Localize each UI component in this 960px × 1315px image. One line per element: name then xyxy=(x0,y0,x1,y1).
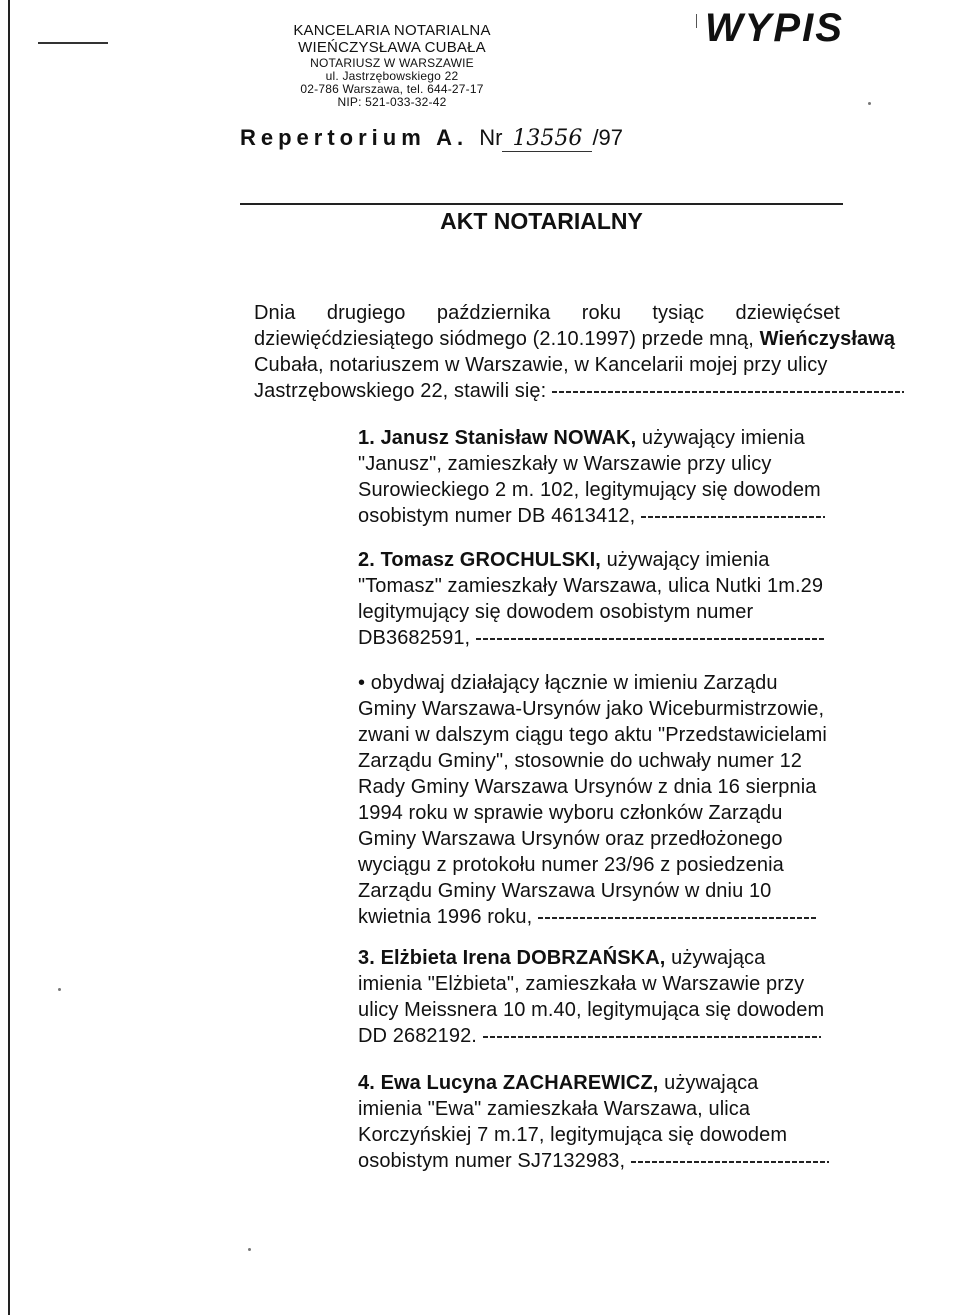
clause-text: • obydwaj działający łącznie w imieniu Zarządu xyxy=(358,672,778,694)
repertorium-number: 13556 xyxy=(502,126,592,152)
party-text: osobistym numer DB 4613412, xyxy=(358,505,636,527)
party-number: 4. xyxy=(358,1072,375,1094)
intro-text: dziewięćdziesiątego siódmego (2.10.1997) przede mną, xyxy=(254,328,760,350)
repertorium-line xyxy=(240,125,623,152)
party-line xyxy=(358,503,840,529)
party-1 xyxy=(358,425,840,529)
party-text: DB3682591, xyxy=(358,627,471,649)
party-text: używająca xyxy=(658,1072,759,1094)
scan-speck xyxy=(868,102,871,105)
intro-paragraph xyxy=(254,300,896,404)
repertorium-label: Repertorium A. xyxy=(240,125,480,150)
clause-text: wyciągu z protokołu numer 23/96 z posiedzenia xyxy=(358,854,784,876)
intro-line-4 xyxy=(254,378,840,404)
office-line: NIP: 521-033-32-42 xyxy=(337,95,447,109)
party-text: Surowieckiego 2 m. 102, legitymujący się dowodem xyxy=(358,479,821,501)
filler-dashes xyxy=(476,638,826,640)
office-line: 02-786 Warszawa, tel. 644-27-17 xyxy=(300,82,484,96)
party-line xyxy=(358,1023,840,1049)
stamp-mark xyxy=(696,14,697,28)
party-line xyxy=(358,1148,840,1174)
party-name: Tomasz GROCHULSKI, xyxy=(380,549,601,571)
scan-speck xyxy=(58,988,61,991)
party-text: używająca xyxy=(665,947,766,969)
party-name: Elżbieta Irena DOBRZAŃSKA, xyxy=(380,947,666,969)
office-line: KANCELARIA NOTARIALNA xyxy=(293,22,491,39)
margin-mark xyxy=(38,42,108,44)
clause-line xyxy=(358,904,840,930)
party-text: DD 2682192. xyxy=(358,1025,477,1047)
copy-stamp: WYPIS xyxy=(705,6,844,50)
clause-text: 1994 roku w sprawie wyboru członków Zarządu xyxy=(358,802,783,824)
clause-text: Zarządu Gminy Warszawa Ursynów w dniu 10 xyxy=(358,880,772,902)
party-name: Ewa Lucyna ZACHAREWICZ, xyxy=(380,1072,659,1094)
filler-dashes xyxy=(631,1161,829,1163)
word: drugiego xyxy=(326,302,406,324)
clause-text: zwani w dalszym ciągu tego aktu "Przedstawicielami xyxy=(358,724,827,746)
party-text: Korczyńskiej 7 m.17, legitymująca się dowodem xyxy=(358,1124,788,1146)
party-number: 3. xyxy=(358,947,375,969)
repertorium-year: /97 xyxy=(592,125,624,150)
party-text: "Janusz", zamieszkały w Warszawie przy ulicy xyxy=(358,453,772,475)
clause-text: Zarządu Gminy", stosownie do uchwały numer 12 xyxy=(358,750,803,772)
document-title: AKT NOTARIALNY xyxy=(440,208,643,234)
party-number: 1. xyxy=(358,427,375,449)
scan-speck xyxy=(248,1248,251,1251)
word: października xyxy=(436,302,551,324)
filler-dashes xyxy=(552,391,904,393)
intro-line-2 xyxy=(254,326,896,352)
party-3 xyxy=(358,945,840,1049)
office-line: WIEŃCZYSŁAWA CUBAŁA xyxy=(298,39,486,56)
party-4 xyxy=(358,1070,840,1174)
notary-name: Wieńczysławą xyxy=(759,328,896,350)
party-line xyxy=(358,425,840,451)
intro-text: Jastrzębowskiego 22, stawili się: xyxy=(254,380,547,402)
office-line: NOTARIUSZ W WARSZAWIE xyxy=(310,56,474,70)
clause-text: kwietnia 1996 roku, xyxy=(358,906,533,928)
party-text: ulicy Meissnera 10 m.40, legitymująca się dowodem xyxy=(358,999,825,1021)
party-text: "Tomasz" zamieszkały Warszawa, ulica Nutki 1m.29 xyxy=(358,575,824,597)
clause-text: Gminy Warszawa Ursynów oraz przedłożonego xyxy=(358,828,783,850)
party-2 xyxy=(358,547,840,651)
filler-dashes xyxy=(538,917,818,919)
party-text: osobistym numer SJ7132983, xyxy=(358,1150,626,1172)
party-text: imienia "Elżbieta", zamieszkała w Warszawie przy xyxy=(358,973,805,995)
intro-line-1 xyxy=(254,300,840,326)
party-text: imienia "Ewa" zamieszkała Warszawa, ulica xyxy=(358,1098,751,1120)
party-text: używający imienia xyxy=(600,549,770,571)
party-line xyxy=(358,1070,840,1096)
representation-clause xyxy=(358,670,840,930)
office-line: ul. Jastrzębowskiego 22 xyxy=(325,69,459,83)
word: tysiąc xyxy=(652,302,705,324)
party-text: legitymujący się dowodem osobistym numer xyxy=(358,601,754,623)
party-number: 2. xyxy=(358,549,375,571)
filler-dashes xyxy=(483,1036,821,1038)
party-text: używający imienia xyxy=(636,427,805,449)
word: dziewięćset xyxy=(735,302,840,324)
party-line xyxy=(358,945,840,971)
notary-office-header xyxy=(272,22,512,109)
filler-dashes xyxy=(641,516,825,518)
party-line xyxy=(358,625,840,651)
party-line xyxy=(358,547,840,573)
intro-line-3 xyxy=(254,352,840,378)
page-edge-line xyxy=(8,0,10,1315)
repertorium-nr-label: Nr xyxy=(479,125,503,150)
intro-text: Cubała, notariuszem w Warszawie, w Kancelarii mojej przy ulicy xyxy=(254,354,828,376)
clause-text: Gminy Warszawa-Ursynów jako Wiceburmistrzowie, xyxy=(358,698,825,720)
clause-text: Rady Gminy Warszawa Ursynów z dnia 16 sierpnia xyxy=(358,776,817,798)
word: roku xyxy=(581,302,622,324)
word: Dnia xyxy=(254,302,296,324)
party-name: Janusz Stanisław NOWAK, xyxy=(380,427,637,449)
